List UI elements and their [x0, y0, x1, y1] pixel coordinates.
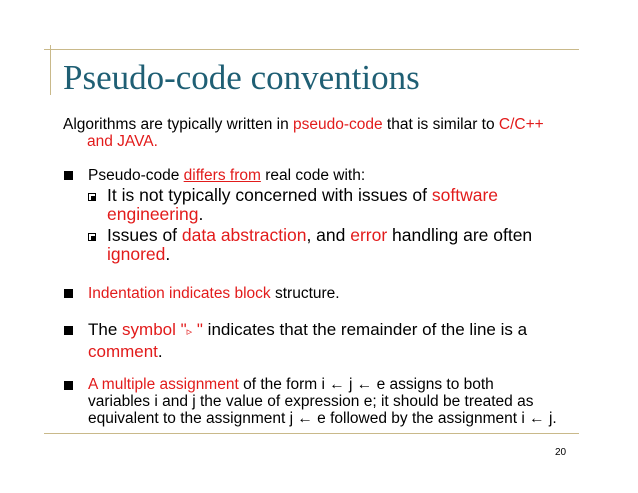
bullet-text: equivalent to the assignment j ← e followed by the assignment i ← j.: [88, 410, 557, 427]
comment-term: comment: [88, 342, 158, 361]
page-number: 20: [555, 447, 567, 458]
title-accent-rule: [50, 45, 51, 95]
bullet-marker: [64, 171, 73, 180]
bullet-marker: [64, 326, 73, 335]
bullet-text: of the form i ← j ← e assigns to both: [238, 376, 494, 393]
sub-bullet-text: , and: [306, 225, 351, 245]
bullet-differs: [88, 167, 578, 184]
data-abstraction-term: data abstraction: [181, 225, 307, 245]
bullet-marker: [64, 381, 73, 390]
sub-bullet-text: handling are often: [387, 225, 533, 245]
sub-bullet-software: [107, 186, 567, 224]
bullet-multiple-assignment: [88, 376, 588, 427]
languages-term: and JAVA.: [87, 133, 158, 150]
bullet-indentation: [88, 285, 578, 302]
symbol-term: symbol ": [122, 320, 187, 339]
sub-bullet-text: It is not typically concerned with issues of: [107, 185, 432, 205]
multiple-assignment-term: A multiple assignment: [88, 376, 239, 393]
bullet-comment-symbol: [88, 320, 578, 362]
top-rule: [44, 49, 579, 50]
pseudo-code-term: pseudo-code: [293, 116, 383, 133]
page-title: Pseudo-code conventions: [63, 58, 420, 97]
indentation-term: Indentation indicates block: [88, 285, 271, 302]
bullet-text: indicates that the remainder of the line is a: [202, 320, 528, 339]
triangle-symbol-icon: ▹: [186, 326, 193, 338]
error-term: error: [350, 225, 388, 245]
sub-bullet-marker: [88, 233, 96, 241]
bullet-text: real code with:: [260, 167, 366, 184]
engineering-term: engineering: [107, 204, 199, 224]
bullet-text: variables i and j the value of expression e; it should be treated as: [88, 393, 534, 410]
languages-term: C/C++: [498, 116, 544, 133]
intro-text: Algorithms are typically written in: [63, 116, 293, 133]
sub-bullet-text: Issues of: [107, 225, 182, 245]
ignored-term: ignored: [107, 244, 166, 264]
bullet-text: structure.: [270, 285, 340, 302]
bullet-text: .: [157, 342, 163, 361]
intro-text: that is similar to: [382, 116, 499, 133]
sub-bullet-text: .: [165, 244, 171, 264]
software-term: software: [431, 185, 499, 205]
differs-from-term: differs from: [183, 167, 261, 184]
symbol-term: ": [192, 320, 203, 339]
bottom-rule: [44, 433, 579, 434]
bullet-marker: [64, 289, 73, 298]
bullet-text: Pseudo-code: [88, 167, 184, 184]
sub-bullet-text: .: [198, 204, 204, 224]
bullet-text: The: [88, 320, 123, 339]
sub-bullet-data-abstraction: [107, 226, 567, 264]
intro-paragraph: [63, 116, 573, 150]
sub-bullet-marker: [88, 193, 96, 201]
